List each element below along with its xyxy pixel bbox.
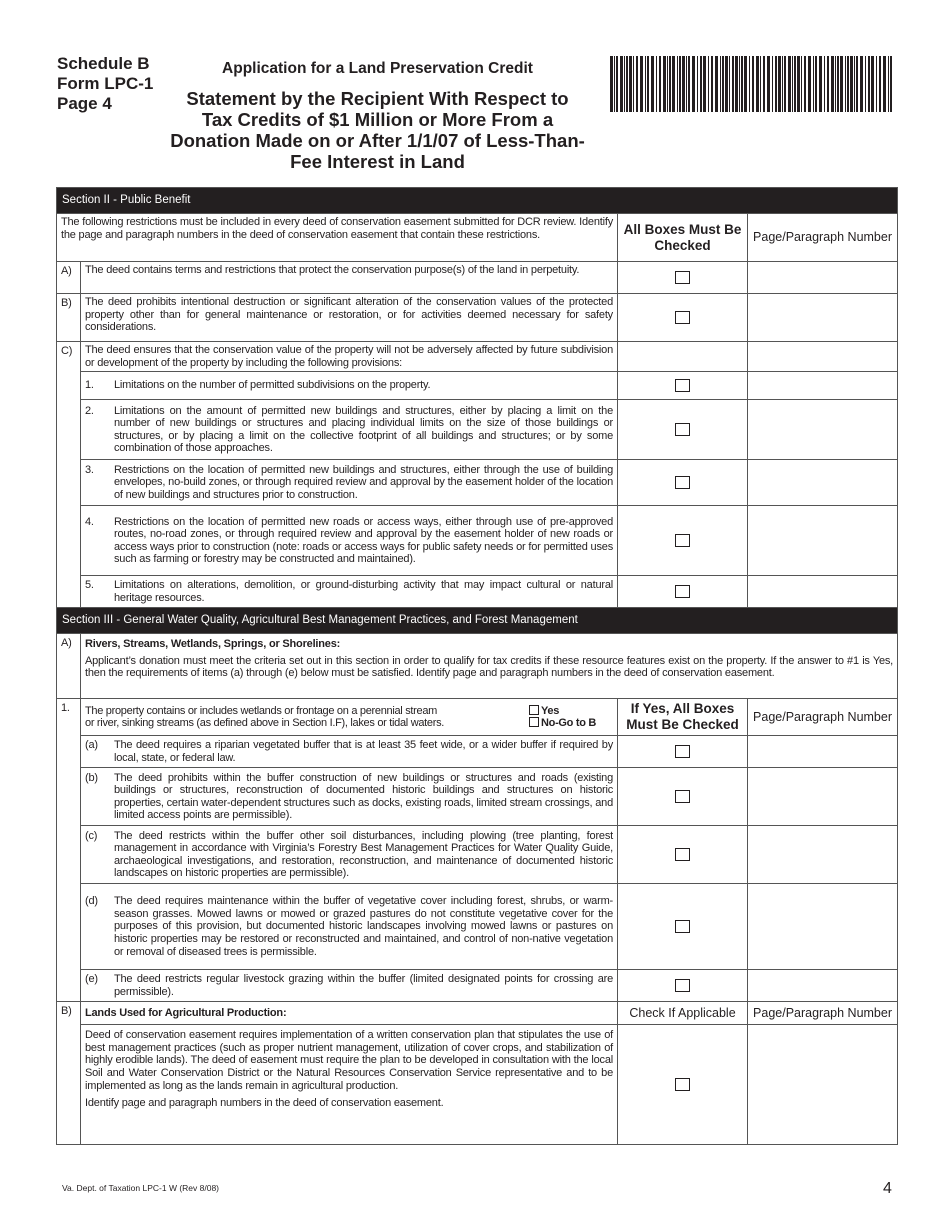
list-item [85, 895, 613, 958]
barcode-bar [686, 56, 687, 112]
item-number: (c) [85, 829, 98, 842]
col-check-header: If Yes, All Boxes Must Be Checked [618, 699, 748, 736]
barcode-bar [819, 56, 822, 112]
barcode-bar [845, 56, 846, 112]
checkbox[interactable] [675, 379, 690, 392]
item-number: 1. [85, 379, 94, 392]
checkbox[interactable] [675, 534, 690, 547]
item-text: The deed prohibits within the buffer construction of new buildings or structures and roads (existing buildings or structures, reconstruction of documented historic buildings and structures on historic properties, certain water-dependent structures such as docks, existing roads, limited stream crossings, and limited access points are permissible). [114, 771, 613, 822]
barcode-bar [616, 56, 618, 112]
page-line: Page 4 [57, 94, 112, 113]
item-number: (d) [85, 895, 98, 908]
barcode-bar [672, 56, 675, 112]
requirement-c: The deed ensures that the conservation value of the property will not be adversely affected by future subdivision or development of the property by including the following provisions: [81, 342, 618, 372]
row-label: B) [57, 294, 81, 342]
barcode-bar [720, 56, 721, 112]
barcode-bar [856, 56, 858, 112]
page-paragraph-field[interactable] [748, 736, 898, 768]
item-text: Restrictions on the location of permitted new roads or access ways, either through use of pre-approved routes, no-road zones, or through required review and approval by the easement holder of new roads or access ways prior to construction (note: roads or access ways for public safety needs or for permitted uses such as farming or forestry may be constructed and maintained). [114, 515, 613, 566]
checkbox[interactable] [675, 745, 690, 758]
barcode-bar [679, 56, 681, 112]
barcode-bar [659, 56, 661, 112]
no-checkbox[interactable] [529, 717, 539, 727]
barcode-bar [729, 56, 730, 112]
barcode-bar [692, 56, 695, 112]
list-item [85, 379, 613, 392]
page-paragraph-field[interactable] [748, 262, 898, 294]
page-paragraph-field[interactable] [748, 400, 898, 460]
application-title: Application for a Land Preservation Credit [222, 60, 533, 77]
page-number: 4 [883, 1180, 892, 1197]
item-number: (a) [85, 739, 98, 752]
checkbox[interactable] [675, 920, 690, 933]
barcode [610, 56, 893, 112]
barcode-bar [739, 56, 740, 112]
list-item [85, 405, 613, 455]
barcode-bar [651, 56, 654, 112]
page-paragraph-field[interactable] [748, 506, 898, 576]
item-text: The deed restricts within the buffer other soil disturbances, including plowing (tree planting, forest management in accordance with Virginia’s Forestry Best Management Practices for Water Quality Guide, archaeological investigations, and restoration, reconstruction, and maintenance of documented historic landscapes on historic properties are permissible). [114, 829, 613, 880]
checkbox[interactable] [675, 311, 690, 324]
row-label: B) [57, 1002, 81, 1145]
barcode-bar [815, 56, 817, 112]
no-option[interactable] [529, 717, 613, 730]
barcode-bar [840, 56, 843, 112]
page-paragraph-field[interactable] [748, 294, 898, 342]
page-paragraph-field[interactable] [748, 576, 898, 608]
checkbox[interactable] [675, 271, 690, 284]
question-text: The property contains or includes wetlands or frontage on a perennial stream [85, 704, 438, 717]
row-label: C) [57, 342, 81, 608]
yes-option[interactable] [529, 705, 613, 718]
barcode-bar [636, 56, 638, 112]
barcode-bar [772, 56, 773, 112]
page-paragraph-field[interactable] [748, 768, 898, 826]
page-paragraph-field[interactable] [748, 1025, 898, 1145]
checkbox[interactable] [675, 585, 690, 598]
item-number: (e) [85, 973, 98, 986]
barcode-bar [804, 56, 806, 112]
barcode-bar [801, 56, 802, 112]
barcode-bar [741, 56, 743, 112]
barcode-bar [667, 56, 668, 112]
checkbox[interactable] [675, 848, 690, 861]
list-item [85, 464, 613, 502]
section-ii-intro: The following restrictions must be included in every deed of conservation easement submitted for DCR review. Identify the page and paragraph numbers in the deed of conservation easement that contain these restrictions. [57, 214, 618, 262]
barcode-bar [697, 56, 698, 112]
schedule-line: Schedule B [57, 54, 150, 73]
statement-title: Statement by the Recipient With Respect to Tax Credits of $1 Million or More From a Donation Made on or After 1/1/07 of Less-Than-Fee Interest in Land [170, 88, 585, 172]
barcode-bar [888, 56, 889, 112]
barcode-bar [669, 56, 671, 112]
requirement-a: The deed contains terms and restrictions that protect the conservation purpose(s) of the land in perpetuity. [81, 262, 618, 294]
row-label: 1. [57, 699, 81, 1002]
item-text: The deed requires maintenance within the buffer of vegetative cover including forest, shrubs, or warm-season grasses. Mowed lawns or mowed or grazed pastures do not constitute vegetative cover for the purposes of this provision, but documented historic landscapes involving mowed lawns or pastures on historic properties may be restored or reconstructed and maintained, and control of non-native vegetation or removal of diseased trees is permissible. [114, 895, 613, 958]
item-number: 4. [85, 515, 94, 528]
list-item [85, 973, 613, 998]
barcode-bar [808, 56, 811, 112]
requirement-b: The deed prohibits intentional destruction or significant alteration of the conservation values of the protected property other than for general maintenance or restoration, or for activities deemed necessary for safety considerations. [81, 294, 618, 342]
col-check-header: All Boxes Must Be Checked [618, 214, 748, 262]
list-item [85, 772, 613, 822]
form-table [56, 187, 898, 1145]
barcode-bar [656, 56, 657, 112]
barcode-bar [876, 56, 877, 112]
barcode-bar [645, 56, 646, 112]
no-label: No-Go to B [541, 717, 597, 730]
barcode-bar [778, 56, 781, 112]
barcode-bar [744, 56, 747, 112]
item-number: (b) [85, 771, 98, 784]
barcode-bar [626, 56, 628, 112]
row-label: A) [57, 634, 81, 699]
subsection-text: Applicant’s donation must meet the criteria set out in this section in order to qualify for tax credits if these resource features exist on the property. If the answer to #1 is Yes, then the requirements of items (a) through (e) below must be satisfied. Identify page and paragraph numbers in the deed of conservation easement. [85, 654, 894, 680]
item-number: 2. [85, 404, 94, 417]
barcode-bar [788, 56, 791, 112]
page-paragraph-field[interactable] [748, 460, 898, 506]
barcode-bar [837, 56, 839, 112]
barcode-bar [752, 56, 754, 112]
subsection-heading: Rivers, Streams, Wetlands, Springs, or Shorelines: [85, 638, 341, 651]
barcode-bar [722, 56, 724, 112]
barcode-bar [883, 56, 886, 112]
barcode-bar [784, 56, 786, 112]
barcode-bar [871, 56, 874, 112]
barcode-bar [767, 56, 770, 112]
page-paragraph-field[interactable] [748, 372, 898, 400]
agricultural-note: Identify page and paragraph numbers in the deed of conservation easement. [85, 1097, 444, 1110]
barcode-bar [824, 56, 825, 112]
barcode-bar [715, 56, 718, 112]
item-text: Limitations on alterations, demolition, or ground-disturbing activity that may impact cultural or natural heritage resources. [114, 579, 613, 604]
item-text: Limitations on the number of permitted subdivisions on the property. [114, 379, 431, 392]
barcode-bar [624, 56, 625, 112]
page-paragraph-field[interactable] [748, 884, 898, 970]
checkbox[interactable] [675, 1078, 690, 1091]
barcode-bar [850, 56, 853, 112]
col-page-header: Page/Paragraph Number [748, 1002, 898, 1025]
barcode-bar [756, 56, 759, 112]
barcode-bar [890, 56, 892, 112]
barcode-bar [865, 56, 866, 112]
list-item [85, 579, 613, 604]
barcode-bar [854, 56, 855, 112]
col-check-header: Check If Applicable [618, 1002, 748, 1025]
agricultural-text: Deed of conservation easement requires implementation of a written conservation plan that stipulates the use of best management practices (such as proper nutrient management, utilization of cover crops, and stabilization of highly erodible lands). The deed of easement must require the plan to be developed in consultation with the local Soil and Water Conservation District or the Natural Resources Conservation Service representative and to be implemented as long as the lands remain in agricultural production. [85, 1029, 613, 1092]
barcode-bar [700, 56, 702, 112]
list-item [85, 830, 613, 880]
barcode-bar [610, 56, 613, 112]
item-number: 5. [85, 579, 94, 592]
barcode-bar [640, 56, 643, 112]
barcode-bar [620, 56, 623, 112]
barcode-bar [629, 56, 632, 112]
page-paragraph-field[interactable] [748, 826, 898, 884]
item-text: Restrictions on the location of permitted new buildings and structures, either through the use of building envelopes, no-build zones, or through required review and approval by the easement holder of the location of new buildings and structures prior to construction. [114, 463, 613, 501]
barcode-bar [708, 56, 709, 112]
barcode-bar [782, 56, 783, 112]
barcode-bar [868, 56, 870, 112]
barcode-bar [735, 56, 738, 112]
form-line: Form LPC-1 [57, 74, 154, 93]
barcode-bar [827, 56, 829, 112]
barcode-bar [797, 56, 800, 112]
item-text: Limitations on the amount of permitted new buildings and structures, either by placing a limit on the number of new buildings or structures and placing individual limits on the size of those buildings or structures, or by placing a limit on the collective footprint of all buildings and structures; or by some combination of those approaches. [114, 404, 613, 455]
barcode-bar [794, 56, 796, 112]
barcode-bar [831, 56, 834, 112]
barcode-bar [813, 56, 814, 112]
barcode-bar [614, 56, 615, 112]
barcode-bar [647, 56, 649, 112]
barcode-bar [835, 56, 836, 112]
list-item [85, 516, 613, 566]
barcode-bar [688, 56, 690, 112]
yes-label: Yes [541, 704, 560, 717]
footer-form-id: Va. Dept. of Taxation LPC-1 W (Rev 8/08) [62, 1183, 220, 1193]
barcode-bar [860, 56, 863, 112]
barcode-bar [879, 56, 881, 112]
col-page-header: Page/Paragraph Number [748, 214, 898, 262]
list-item [85, 739, 613, 764]
barcode-bar [725, 56, 728, 112]
barcode-bar [792, 56, 793, 112]
item-number: 3. [85, 463, 94, 476]
section-ii-header: Section II - Public Benefit [57, 188, 898, 214]
barcode-bar [711, 56, 713, 112]
yes-checkbox[interactable] [529, 705, 539, 715]
barcode-bar [760, 56, 761, 112]
question-text: or river, sinking streams (as defined above in Section I.F), lakes or tidal waters. [85, 717, 445, 730]
section-iii-header: Section III - General Water Quality, Agricultural Best Management Practices, and Forest Management [57, 608, 898, 634]
barcode-bar [732, 56, 734, 112]
row-label: A) [57, 262, 81, 294]
subsection-heading: Lands Used for Agricultural Production: [81, 1002, 618, 1025]
item-text: The deed restricts regular livestock grazing within the buffer (limited designated points for crossing are permissible). [114, 973, 613, 998]
checkbox[interactable] [675, 979, 690, 992]
page-paragraph-field[interactable] [748, 970, 898, 1002]
checkbox[interactable] [675, 423, 690, 436]
col-page-header: Page/Paragraph Number [748, 699, 898, 736]
barcode-bar [682, 56, 685, 112]
barcode-bar [749, 56, 750, 112]
barcode-bar [703, 56, 706, 112]
barcode-bar [847, 56, 849, 112]
barcode-bar [663, 56, 666, 112]
checkbox[interactable] [675, 476, 690, 489]
barcode-bar [677, 56, 678, 112]
item-text: The deed requires a riparian vegetated buffer that is at least 35 feet wide, or a wider buffer if required by local, state, or federal law. [114, 739, 613, 764]
checkbox[interactable] [675, 790, 690, 803]
barcode-bar [763, 56, 765, 112]
schedule-label [57, 54, 153, 114]
barcode-bar [775, 56, 777, 112]
barcode-bar [633, 56, 634, 112]
